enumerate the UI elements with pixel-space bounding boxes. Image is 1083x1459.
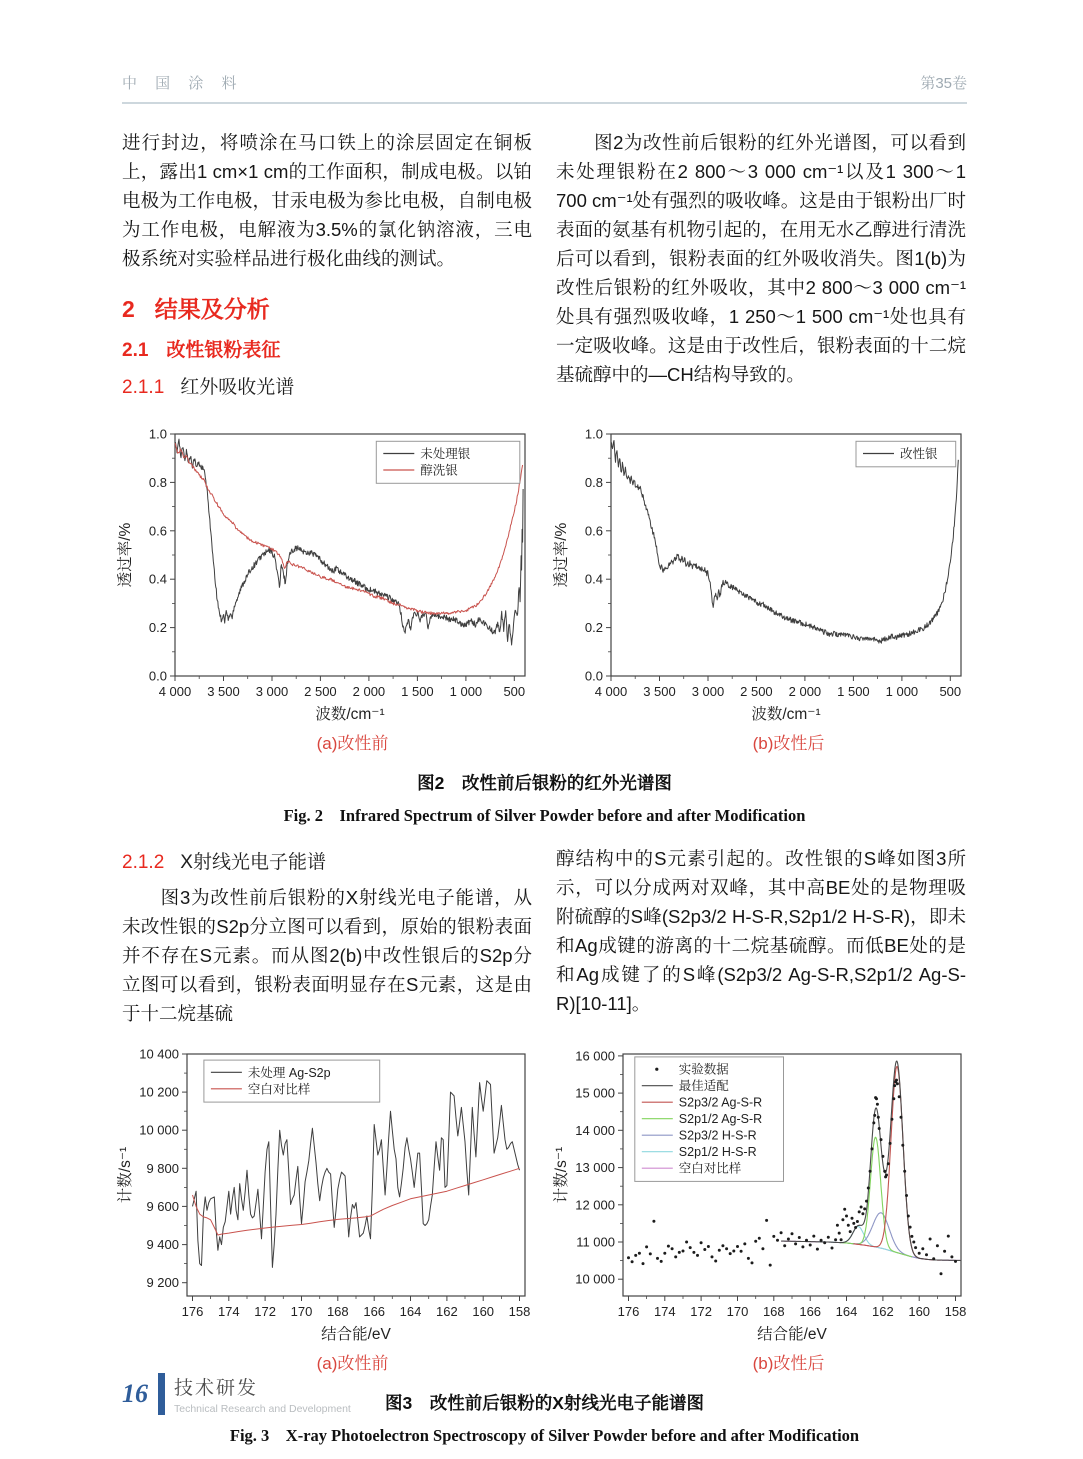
xps-after-chart — [551, 1044, 975, 1349]
section-number: 2.1.2 — [122, 852, 165, 873]
svg-text:170: 170 — [726, 1304, 748, 1319]
figure2-row — [116, 424, 967, 754]
figure3b-caption: (b)改性后 — [752, 1354, 825, 1373]
svg-text:2 000: 2 000 — [788, 684, 821, 699]
svg-text:透过率/%: 透过率/% — [116, 522, 134, 588]
figure3-caption-en: Fig. 3 X-ray Photoelectron Spectroscopy of Silver Powder before and after Modification — [229, 1426, 860, 1445]
svg-text:158: 158 — [944, 1304, 966, 1319]
svg-text:3 500: 3 500 — [642, 684, 676, 699]
left-column — [122, 128, 532, 408]
svg-text:改性银: 改性银 — [899, 447, 938, 461]
figure2b-block — [551, 424, 975, 754]
svg-text:10 000: 10 000 — [138, 1122, 179, 1138]
svg-text:0.6: 0.6 — [584, 523, 603, 539]
figure2-caption-en: Fig. 2 Infrared Spectrum of Silver Powder before and after Modification — [283, 806, 806, 825]
svg-text:176: 176 — [181, 1304, 203, 1319]
svg-text:11 000: 11 000 — [575, 1234, 615, 1250]
svg-text:160: 160 — [471, 1304, 494, 1319]
svg-text:160: 160 — [907, 1304, 930, 1319]
svg-text:空白对比样: 空白对比样 — [678, 1161, 741, 1176]
svg-text:10 200: 10 200 — [138, 1084, 179, 1100]
svg-text:1 500: 1 500 — [836, 684, 870, 699]
svg-text:13 000: 13 000 — [574, 1160, 615, 1176]
figure3-row — [116, 1044, 967, 1374]
footer-accent-bar — [158, 1373, 165, 1415]
svg-text:0.4: 0.4 — [584, 571, 603, 587]
svg-text:166: 166 — [362, 1304, 385, 1319]
svg-text:结合能/eV: 结合能/eV — [320, 1326, 391, 1343]
svg-text:162: 162 — [871, 1304, 894, 1319]
page-header — [122, 0, 967, 104]
svg-text:S2p3/2 Ag-S-R: S2p3/2 Ag-S-R — [678, 1095, 762, 1110]
xps-columns — [122, 844, 967, 1028]
svg-text:2 500: 2 500 — [303, 684, 337, 699]
svg-text:1.0: 1.0 — [584, 426, 603, 442]
svg-text:结合能/eV: 结合能/eV — [756, 1326, 827, 1343]
svg-text:3 000: 3 000 — [691, 684, 724, 699]
svg-text:1 500: 1 500 — [400, 684, 434, 699]
svg-text:14 000: 14 000 — [574, 1122, 615, 1138]
body-paragraph: 图3为改性前后银粉的X射线光电子能谱，从未改性银的S2p分立图可以看到，原始的银粉表面并不存在S元素。而从图2(b)中改性银后的S2p分立图可以看到，银粉表面明显存在S元素，这是由于十二烷基硫 — [122, 887, 532, 1024]
svg-text:S2p1/2 Ag-S-R: S2p1/2 Ag-S-R — [678, 1112, 762, 1127]
svg-text:0.8: 0.8 — [148, 474, 167, 490]
svg-text:168: 168 — [326, 1304, 349, 1319]
svg-text:0.6: 0.6 — [148, 523, 167, 539]
section-heading-2-1-2 — [122, 848, 532, 877]
figure3a-block — [115, 1044, 539, 1374]
svg-text:9 800: 9 800 — [145, 1160, 179, 1176]
section-title: 改性银粉表征 — [166, 340, 281, 361]
svg-text:2 000: 2 000 — [352, 684, 385, 699]
page-footer — [122, 1373, 351, 1415]
svg-text:实验数据: 实验数据 — [678, 1062, 729, 1077]
svg-text:10 000: 10 000 — [574, 1271, 615, 1287]
svg-text:S2p1/2 H-S-R: S2p1/2 H-S-R — [678, 1145, 757, 1160]
volume-label: 第35卷 — [920, 75, 967, 92]
svg-text:1 000: 1 000 — [885, 684, 918, 699]
body-paragraph: 醇结构中的S元素引起的。改性银的S峰如图3所示，可以分成两对双峰，其中高BE处的是物理吸附硫醇的S峰(S2p3/2 H-S-R,S2p1/2 H-S-R)，即未和Ag成键的游离的十二烷基硫醇。而低BE处的是和Ag成键了的S峰(S2p3/2 Ag-S-R,S2p1/2 Ag-S-R)[10-11]。 — [556, 848, 966, 1014]
svg-text:168: 168 — [762, 1304, 785, 1319]
figure3-caption-cn: 图3 改性前后银粉的X射线光电子能谱图 — [385, 1393, 704, 1413]
left-column — [122, 844, 532, 1028]
svg-text:10 400: 10 400 — [138, 1046, 179, 1062]
svg-text:9 600: 9 600 — [145, 1198, 179, 1214]
section-number: 2.1 — [122, 340, 149, 361]
svg-text:未处理 Ag-S2p: 未处理 Ag-S2p — [247, 1065, 331, 1080]
svg-text:158: 158 — [508, 1304, 530, 1319]
svg-text:2 500: 2 500 — [739, 684, 773, 699]
svg-text:0.0: 0.0 — [148, 668, 167, 684]
section-title: 红外吸收光谱 — [180, 377, 295, 398]
svg-text:1 000: 1 000 — [449, 684, 482, 699]
ir-before-chart — [115, 424, 539, 729]
xps-before-chart — [115, 1044, 539, 1349]
svg-text:4 000: 4 000 — [158, 684, 191, 699]
right-column — [556, 844, 966, 1028]
ir-after-chart — [551, 424, 975, 729]
page-number: 16 — [122, 1379, 148, 1408]
svg-text:S2p3/2 H-S-R: S2p3/2 H-S-R — [678, 1128, 757, 1143]
svg-text:3 500: 3 500 — [206, 684, 240, 699]
section-title: X射线光电子能谱 — [180, 852, 326, 873]
svg-text:172: 172 — [253, 1304, 276, 1319]
footer-section-en: Technical Research and Development — [174, 1403, 351, 1415]
journal-name: 中 国 涂 料 — [122, 75, 244, 92]
footer-section-cn: 技术研发 — [174, 1378, 259, 1399]
figure3a-caption: (a)改性前 — [316, 1354, 389, 1373]
svg-text:164: 164 — [835, 1304, 857, 1319]
svg-text:172: 172 — [689, 1304, 712, 1319]
svg-text:9 200: 9 200 — [145, 1275, 179, 1291]
svg-text:12 000: 12 000 — [574, 1197, 615, 1213]
svg-text:计数/s⁻¹: 计数/s⁻¹ — [116, 1146, 134, 1204]
svg-text:1.0: 1.0 — [148, 426, 167, 442]
xps-after-svg — [551, 1044, 975, 1344]
svg-text:500: 500 — [938, 684, 961, 699]
svg-text:未处理银: 未处理银 — [419, 447, 470, 461]
svg-text:176: 176 — [617, 1304, 639, 1319]
figure2-caption-cn: 图2 改性前后银粉的红外光谱图 — [417, 773, 672, 793]
svg-text:174: 174 — [653, 1304, 676, 1319]
svg-text:16 000: 16 000 — [574, 1048, 615, 1064]
svg-text:500: 500 — [502, 684, 525, 699]
svg-text:9 400: 9 400 — [145, 1237, 179, 1253]
svg-text:0.2: 0.2 — [148, 620, 167, 636]
section-heading-2-1-1 — [122, 373, 532, 402]
svg-text:170: 170 — [290, 1304, 312, 1319]
section-title: 结果及分析 — [154, 296, 270, 322]
right-column — [556, 128, 966, 408]
svg-text:174: 174 — [217, 1304, 240, 1319]
svg-text:0.8: 0.8 — [584, 474, 603, 490]
body-paragraph: 图2为改性前后银粉的红外光谱图，可以看到未处理银粉在2 800～3 000 cm⁻¹以及1 300～1 700 cm⁻¹处有强烈的吸收峰。这是由于银粉出厂时表面的氨基有机物引起的，在用无水乙醇进行清洗后可以看到，银粉表面的红外吸收消失。图1(b)为改性后银粉的红外吸收，其中2 800～3 000 cm⁻¹处具有强烈吸收峰，1 250～1 500 cm⁻¹处也具有一定吸收峰。这是由于改性后，银粉表面的十二烷基硫醇中的—CH结构导致的。 — [556, 132, 966, 385]
svg-text:166: 166 — [798, 1304, 821, 1319]
svg-text:最佳适配: 最佳适配 — [678, 1079, 729, 1094]
ir-before-svg — [115, 424, 539, 724]
svg-text:4 000: 4 000 — [594, 684, 627, 699]
intro-columns — [122, 128, 967, 408]
figure3b-block — [551, 1044, 975, 1374]
svg-text:计数/s⁻¹: 计数/s⁻¹ — [552, 1146, 570, 1204]
section-number: 2.1.1 — [122, 377, 165, 398]
section-heading-2 — [122, 295, 532, 324]
section-heading-2-1 — [122, 336, 532, 365]
svg-text:波数/cm⁻¹: 波数/cm⁻¹ — [750, 706, 821, 723]
figure2a-caption: (a)改性前 — [316, 734, 389, 753]
figure2a-block — [115, 424, 539, 754]
svg-text:3 000: 3 000 — [255, 684, 288, 699]
svg-text:波数/cm⁻¹: 波数/cm⁻¹ — [314, 706, 385, 723]
svg-text:透过率/%: 透过率/% — [552, 522, 570, 588]
svg-text:0.0: 0.0 — [584, 668, 603, 684]
svg-text:15 000: 15 000 — [574, 1085, 615, 1101]
section-number: 2 — [122, 296, 135, 322]
xps-before-svg — [115, 1044, 539, 1344]
svg-text:醇洗银: 醇洗银 — [419, 463, 458, 478]
svg-text:162: 162 — [435, 1304, 458, 1319]
svg-text:0.4: 0.4 — [148, 571, 167, 587]
svg-text:0.2: 0.2 — [584, 620, 603, 636]
svg-text:164: 164 — [399, 1304, 421, 1319]
svg-text:空白对比样: 空白对比样 — [247, 1082, 310, 1097]
ir-after-svg — [551, 424, 975, 724]
body-paragraph: 进行封边，将喷涂在马口铁上的涂层固定在铜板上，露出1 cm×1 cm的工作面积，制成电极。以铂电极为工作电极，甘汞电极为参比电极，自制电极为工作电极，电解液为3.5%的氯化钠溶液，三电极系统对实验样品进行极化曲线的测试。 — [122, 132, 532, 269]
figure2b-caption: (b)改性后 — [752, 734, 825, 753]
